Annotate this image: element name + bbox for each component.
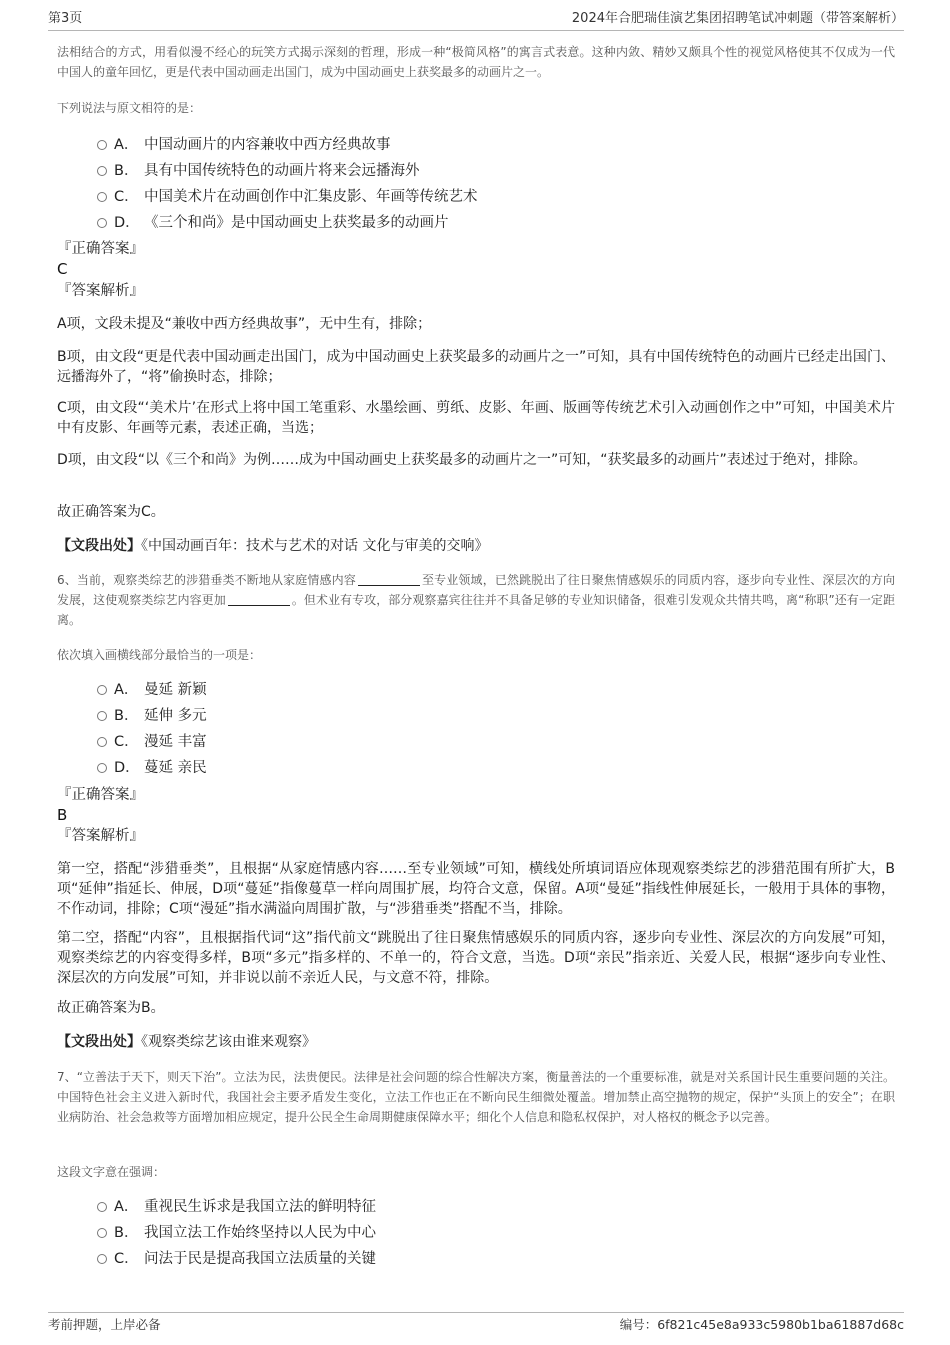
footer-slogan: 考前押题，上岸必备 [48, 1317, 161, 1332]
q5-option-b[interactable]: B． 具有中国传统特色的动画片将来会远播海外 [97, 161, 420, 181]
blank-1 [358, 573, 420, 586]
q7-stem: 7、“立善法于天下，则天下治”。立法为民，法贵便民。法律是社会问题的综合性解决方案，衡量善法的一个重要标准，就是对关系国计民生重要问题的关注。中国特色社会主义进入新时代，我国社会主要矛盾发生变化，立法工作也正在不断向民生细微处覆盖。增加禁止高空抛物的规定，保护“头顶上的安全”；在职业病防治、社会急救等方面增加相应规定，提升公民全生命周期健康保障水平；细化个人信息和隐私权保护，对人格权的概念予以完善。 [57, 1070, 895, 1124]
q5-analysis-d: D项，由文段“以《三个和尚》为例……成为中国动画史上获奖最多的动画片之一”可知，“获奖最多的动画片”表述过于绝对，排除。 [57, 452, 867, 468]
q6-analysis-label: 『答案解析』 [57, 828, 144, 844]
page-header [48, 8, 904, 31]
q5-answer-label: 『正确答案』 [57, 241, 144, 257]
q7-prompt: 这段文字意在强调： [57, 1165, 166, 1179]
radio-icon[interactable] [97, 1254, 107, 1264]
q7-option-a[interactable]: A． 重视民生诉求是我国立法的鲜明特征 [97, 1197, 376, 1217]
q6-conclusion: 故正确答案为B。 [57, 1000, 165, 1016]
q5-analysis-a: A项，文段未提及“兼收中西方经典故事”，无中生有，排除； [57, 316, 432, 332]
q6-answer-label: 『正确答案』 [57, 787, 144, 803]
source-label: 【文段出处】 [57, 1034, 141, 1050]
q5-answer: C [57, 260, 68, 278]
q6-option-c[interactable]: C． 漫延 丰富 [97, 732, 207, 752]
radio-icon[interactable] [97, 192, 107, 202]
radio-icon[interactable] [97, 711, 107, 721]
page-footer [48, 1312, 904, 1335]
q6-source [57, 1032, 895, 1052]
radio-icon[interactable] [97, 140, 107, 150]
q5-prompt: 下列说法与原文相符的是： [57, 101, 202, 115]
q5-passage: 法相结合的方式，用看似漫不经心的玩笑方式揭示深刻的哲理，形成一种“极简风格”的寓言式表意。这种内敛、精妙又颇具个性的视觉风格使其不仅成为一代中国人的童年回忆，更是代表中国动画走出国门，成为中国动画史上获奖最多的动画片之一。 [57, 45, 895, 79]
q5-conclusion: 故正确答案为C。 [57, 504, 165, 520]
q6-option-d[interactable]: D． 蔓延 亲民 [97, 758, 207, 778]
q6-analysis-2: 第二空，搭配“内容”，且根据指代词“这”指代前文“跳脱出了往日聚焦情感娱乐的同质内容，逐步向专业性、深层次的方向发展”可知，观察类综艺的内容变得多样，B项“多元”指多样的、不单一的，符合文意，当选。D项“亲民”指亲近、关爱人民，根据“逐步向专业性、深层次的方向发展”可知，并非说以前不亲近人民，与文意不符，排除。 [57, 930, 895, 986]
q6-prompt: 依次填入画横线部分最恰当的一项是： [57, 648, 262, 662]
radio-icon[interactable] [97, 1202, 107, 1212]
page-number: 第3页 [48, 11, 83, 26]
q5-analysis-b: B项，由文段“更是代表中国动画走出国门，成为中国动画史上获奖最多的动画片之一”可知，具有中国传统特色的动画片已经走出国门、远播海外了，“将”偷换时态，排除； [57, 349, 895, 385]
q5-option-d[interactable]: D． 《三个和尚》是中国动画史上获奖最多的动画片 [97, 213, 449, 233]
blank-2 [228, 593, 290, 606]
q7-option-b[interactable]: B． 我国立法工作始终坚持以人民为中心 [97, 1223, 376, 1243]
q6-stem: 6、当前，观察类综艺的涉猎垂类不断地从家庭情感内容 至专业领域，已然跳脱出了往日聚焦情感娱乐的同质内容，逐步向专业性、深层次的方向发展，这使观察类综艺内容更加 。但术业有专攻，部分观察嘉宾往往并不具备足够的专业知识储备，很难引发观众共情共鸣，离“称职”还有一定距离。 [57, 573, 895, 627]
q6-answer: B [57, 806, 68, 824]
q5-analysis-c: C项，由文段“‘美术片’在形式上将中国工笔重彩、水墨绘画、剪纸、皮影、年画、版画等传统艺术引入动画创作之中”可知，中国美术片中有皮影、年画等元素，表述正确，当选； [57, 400, 895, 436]
radio-icon[interactable] [97, 763, 107, 773]
document-id: 编号：6f821c45e8a933c5980b1ba61887d68c [619, 1317, 904, 1332]
q6-option-a[interactable]: A． 曼延 新颖 [97, 680, 207, 700]
radio-icon[interactable] [97, 166, 107, 176]
document-title: 2024年合肥瑞佳演艺集团招聘笔试冲刺题（带答案解析） [571, 11, 904, 26]
source-title: 《观察类综艺该由谁来观察》 [141, 1034, 316, 1050]
q6-option-b[interactable]: B． 延伸 多元 [97, 706, 207, 726]
q5-option-a[interactable]: A． 中国动画片的内容兼收中西方经典故事 [97, 135, 391, 155]
q7-option-c[interactable]: C． 问法于民是提高我国立法质量的关键 [97, 1249, 376, 1269]
source-title: 《中国动画百年：技术与艺术的对话 文化与审美的交响》 [141, 538, 489, 554]
source-label: 【文段出处】 [57, 538, 141, 554]
radio-icon[interactable] [97, 218, 107, 228]
q5-analysis-label: 『答案解析』 [57, 283, 144, 299]
q5-option-c[interactable]: C． 中国美术片在动画创作中汇集皮影、年画等传统艺术 [97, 187, 478, 207]
radio-icon[interactable] [97, 1228, 107, 1238]
radio-icon[interactable] [97, 737, 107, 747]
radio-icon[interactable] [97, 685, 107, 695]
q5-source [57, 536, 895, 556]
q6-analysis-1: 第一空，搭配“涉猎垂类”，且根据“从家庭情感内容……至专业领域”可知，横线处所填词语应体现观察类综艺的涉猎范围有所扩大，B项“延伸”指延长、伸展，D项“蔓延”指像蔓草一样向周围扩展，均符合文意，保留。A项“曼延”指线性伸展延长，一般用于具体的事物，不作动词，排除；C项“漫延”指水满溢向周围扩散，与“涉猎垂类”搭配不当，排除。 [57, 861, 895, 917]
